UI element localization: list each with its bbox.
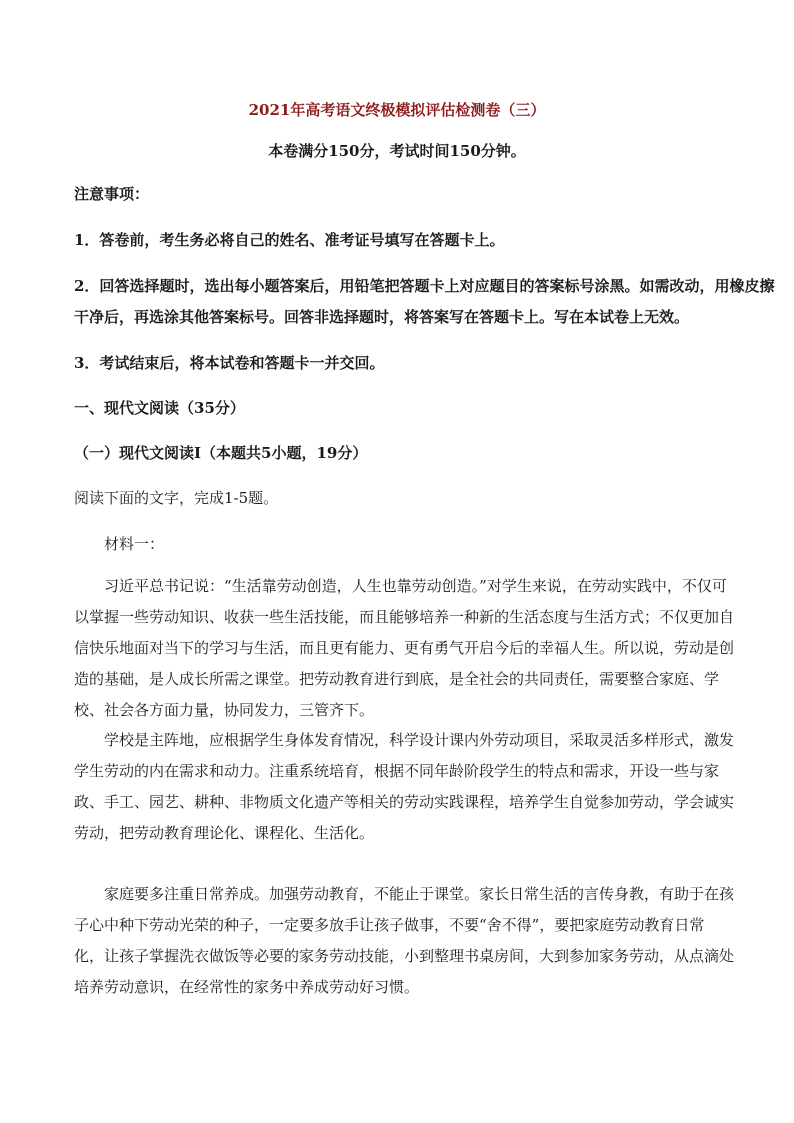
section-heading-1-1: （一）现代文阅读Ⅰ（本题共5小题，19分） xyxy=(74,444,368,462)
notice-item-1: 1．答卷前，考生务必将自己的姓名、准考证号填写在答题卡上。 xyxy=(74,231,505,249)
material-paragraph-1: 习近平总书记说：“生活靠劳动创造，人生也靠劳动创造。”对学生来说，在劳动实践中，不仅可以掌握一些劳动知识、收获一些生活技能，而且能够培养一种新的生活态度与生活方式；不仅更加自信快乐地面对当下的学习与生活，而且更有能力、更有勇气开启今后的幸福人生。所以说，劳动是创造的基础，是人成长所需之课堂。把劳动教育进行到底，是全社会的共同责任，需要整合家庭、学校、社会各方面力量，协同发力，三管齐下。 xyxy=(74,577,735,719)
notice-item-2-line-1: 2．回答选择题时，选出每小题答案后，用铅笔把答题卡上对应题目的答案标号涂黑。如需改动，用橡皮擦 xyxy=(74,277,775,295)
section-heading-1: 一、现代文阅读（35分） xyxy=(74,399,245,417)
reading-instruction: 阅读下面的文字，完成1-5题。 xyxy=(74,489,279,507)
document-subtitle: 本卷满分150分，考试时间150分钟。 xyxy=(268,142,526,160)
material-label: 材料一： xyxy=(104,535,165,553)
notice-item-3: 3．考试结束后，将本试卷和答题卡一并交回。 xyxy=(74,354,385,372)
document-title: 2021年高考语文终极模拟评估检测卷（三） xyxy=(248,101,546,119)
notice-item-2-line-2: 干净后，再选涂其他答案标号。回答非选择题时，将答案写在答题卡上。写在本试卷上无效。 xyxy=(74,308,690,326)
material-paragraph-2: 学校是主阵地，应根据学生身体发育情况，科学设计课内外劳动项目，采取灵活多样形式，激发学生劳动的内在需求和动力。注重系统培育，根据不同年龄阶段学生的特点和需求，开设一些与家政、手工、园艺、耕种、非物质文化遗产等相关的劳动实践课程，培养学生自觉参加劳动，学会诚实劳动，把劳动教育理论化、课程化、生活化。 xyxy=(74,731,735,842)
notice-heading: 注意事项： xyxy=(74,185,150,203)
material-paragraph-3: 家庭要多注重日常养成。加强劳动教育，不能止于课堂。家长日常生活的言传身教，有助于在孩子心中种下劳动光荣的种子，一定要多放手让孩子做事，不要“舍不得”，要把家庭劳动教育日常化，让孩子掌握洗衣做饭等必要的家务劳动技能，小到整理书桌房间，大到参加家务劳动，从点滴处培养劳动意识，在经常性的家务中养成劳动好习惯。 xyxy=(74,885,735,996)
